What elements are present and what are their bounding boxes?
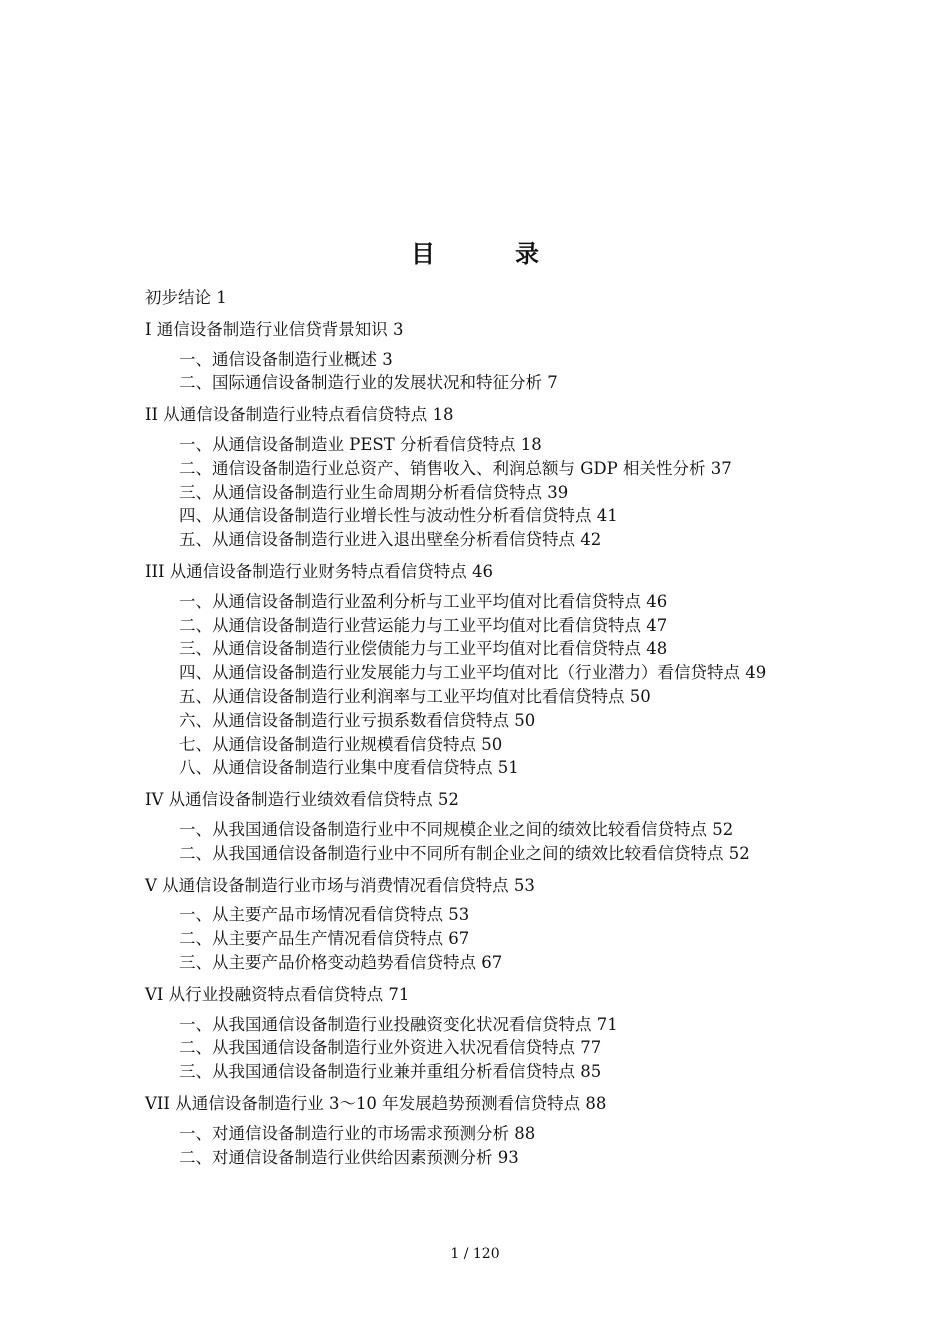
toc-section-entry: II 从通信设备制造行业特点看信贷特点 18: [145, 405, 454, 425]
toc-subsection-entry: 二、通信设备制造行业总资产、销售收入、利润总额与 GDP 相关性分析 37: [179, 458, 732, 478]
toc-subsection-entry: 二、从通信设备制造行业营运能力与工业平均值对比看信贷特点 47: [179, 615, 668, 635]
toc-subsection-entry: 八、从通信设备制造行业集中度看信贷特点 51: [179, 758, 519, 778]
toc-subsection-entry: 三、从通信设备制造行业生命周期分析看信贷特点 39: [179, 482, 569, 502]
toc-subsection-entry: 二、从我国通信设备制造行业外资进入状况看信贷特点 77: [179, 1038, 602, 1058]
toc-subsection-entry: 一、对通信设备制造行业的市场需求预测分析 88: [179, 1123, 536, 1143]
toc-subsection-entry: 七、从通信设备制造行业规模看信贷特点 50: [179, 734, 503, 754]
toc-subsection-entry: 一、从通信设备制造行业盈利分析与工业平均值对比看信贷特点 46: [179, 591, 668, 611]
table-of-contents: [145, 286, 810, 1169]
toc-subsection-entry: 一、从通信设备制造业 PEST 分析看信贷特点 18: [179, 434, 542, 454]
toc-section-entry: V 从通信设备制造行业市场与消费情况看信贷特点 53: [145, 875, 535, 895]
toc-section-entry: I 通信设备制造行业信贷背景知识 3: [145, 319, 404, 339]
toc-subsection-entry: 一、通信设备制造行业概述 3: [179, 349, 393, 369]
toc-subsection-entry: 一、从我国通信设备制造行业中不同规模企业之间的绩效比较看信贷特点 52: [179, 819, 734, 839]
toc-subsection-entry: 五、从通信设备制造行业进入退出壁垒分析看信贷特点 42: [179, 530, 602, 550]
toc-subsection-entry: 四、从通信设备制造行业发展能力与工业平均值对比（行业潜力）看信贷特点 49: [179, 663, 767, 683]
page-indicator: 1 / 120: [450, 1246, 500, 1262]
toc-subsection-entry: 二、对通信设备制造行业供给因素预测分析 93: [179, 1147, 519, 1167]
toc-subsection-entry: 二、从我国通信设备制造行业中不同所有制企业之间的绩效比较看信贷特点 52: [179, 843, 750, 863]
toc-section-entry: III 从通信设备制造行业财务特点看信贷特点 46: [145, 561, 494, 581]
toc-subsection-entry: 六、从通信设备制造行业亏损系数看信贷特点 50: [179, 710, 536, 730]
toc-section-entry: VII 从通信设备制造行业 3～10 年发展趋势预测看信贷特点 88: [145, 1093, 607, 1113]
toc-subsection-entry: 五、从通信设备制造行业利润率与工业平均值对比看信贷特点 50: [179, 686, 651, 706]
toc-subsection-entry: 二、从主要产品生产情况看信贷特点 67: [179, 929, 470, 949]
toc-subsection-entry: 三、从我国通信设备制造行业兼并重组分析看信贷特点 85: [179, 1062, 602, 1082]
toc-subsection-entry: 一、从我国通信设备制造行业投融资变化状况看信贷特点 71: [179, 1014, 618, 1034]
toc-section-entry: VI 从行业投融资特点看信贷特点 71: [145, 984, 410, 1004]
toc-subsection-entry: 三、从通信设备制造行业偿债能力与工业平均值对比看信贷特点 48: [179, 639, 668, 659]
toc-subsection-entry: 二、国际通信设备制造行业的发展状况和特征分析 7: [179, 373, 558, 393]
toc-title: 目 录: [411, 239, 567, 268]
toc-section-entry: 初步结论 1: [145, 288, 227, 307]
toc-subsection-entry: 四、从通信设备制造行业增长性与波动性分析看信贷特点 41: [179, 506, 618, 526]
toc-section-entry: IV 从通信设备制造行业绩效看信贷特点 52: [145, 790, 459, 810]
toc-subsection-entry: 一、从主要产品市场情况看信贷特点 53: [179, 905, 470, 925]
toc-subsection-entry: 三、从主要产品价格变动趋势看信贷特点 67: [179, 952, 503, 972]
